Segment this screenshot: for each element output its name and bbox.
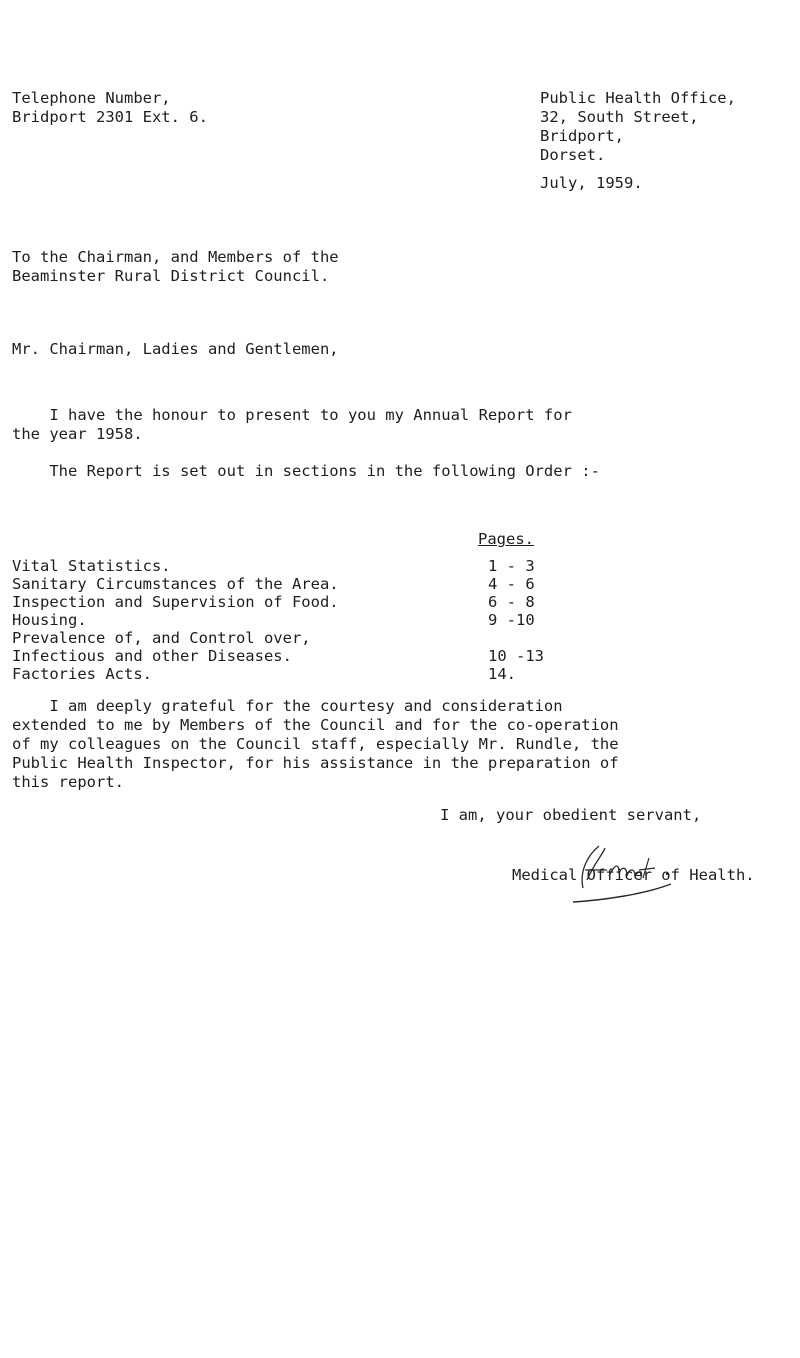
contents-pages: 4 - 6	[488, 575, 535, 593]
address-line: 32, South Street,	[540, 108, 699, 126]
contents-section: Prevalence of, and Control over,	[12, 629, 311, 647]
closing-paragraph	[12, 697, 619, 792]
contents-pages: 10 -13	[488, 647, 544, 665]
addressee-line: To the Chairman, and Members of the	[12, 248, 339, 266]
paragraph-line: extended to me by Members of the Council and for the co-operation	[12, 716, 619, 734]
addressee-line: Beaminster Rural District Council.	[12, 267, 330, 285]
telephone-number: Bridport 2301 Ext. 6.	[12, 108, 208, 126]
contents-section: Vital Statistics.	[12, 557, 171, 575]
telephone-label: Telephone Number,	[12, 89, 171, 107]
signature-title: Medical Officer of Health.	[512, 866, 755, 884]
contents-pages: 6 - 8	[488, 593, 535, 611]
paragraph-line: I am deeply grateful for the courtesy and consideration	[12, 697, 563, 715]
address-line: Dorset.	[540, 146, 606, 164]
contents-section: Inspection and Supervision of Food.	[12, 593, 339, 611]
contents-section: Infectious and other Diseases.	[12, 647, 292, 665]
pages-heading: Pages.	[478, 530, 534, 548]
letter-date: July, 1959.	[540, 174, 643, 192]
contents-pages: 9 -10	[488, 611, 535, 629]
address-line: Bridport,	[540, 127, 624, 145]
signoff: I am, your obedient servant,	[440, 806, 702, 824]
sender-address	[540, 89, 736, 165]
intro-line: the year 1958.	[12, 425, 143, 443]
contents-section: Sanitary Circumstances of the Area.	[12, 575, 339, 593]
order-sentence: The Report is set out in sections in the following Order :-	[12, 462, 600, 480]
salutation: Mr. Chairman, Ladies and Gentlemen,	[12, 340, 339, 358]
paragraph-line: this report.	[12, 773, 124, 791]
address-line: Public Health Office,	[540, 89, 736, 107]
contents-pages: 1 - 3	[488, 557, 535, 575]
contents-section: Housing.	[12, 611, 87, 629]
intro-line: I have the honour to present to you my Annual Report for	[12, 406, 572, 424]
contents-section: Factories Acts.	[12, 665, 152, 683]
paragraph-line: Public Health Inspector, for his assistance in the preparation of	[12, 754, 619, 772]
paragraph-line: of my colleagues on the Council staff, especially Mr. Rundle, the	[12, 735, 619, 753]
contents-pages: 14.	[488, 665, 516, 683]
